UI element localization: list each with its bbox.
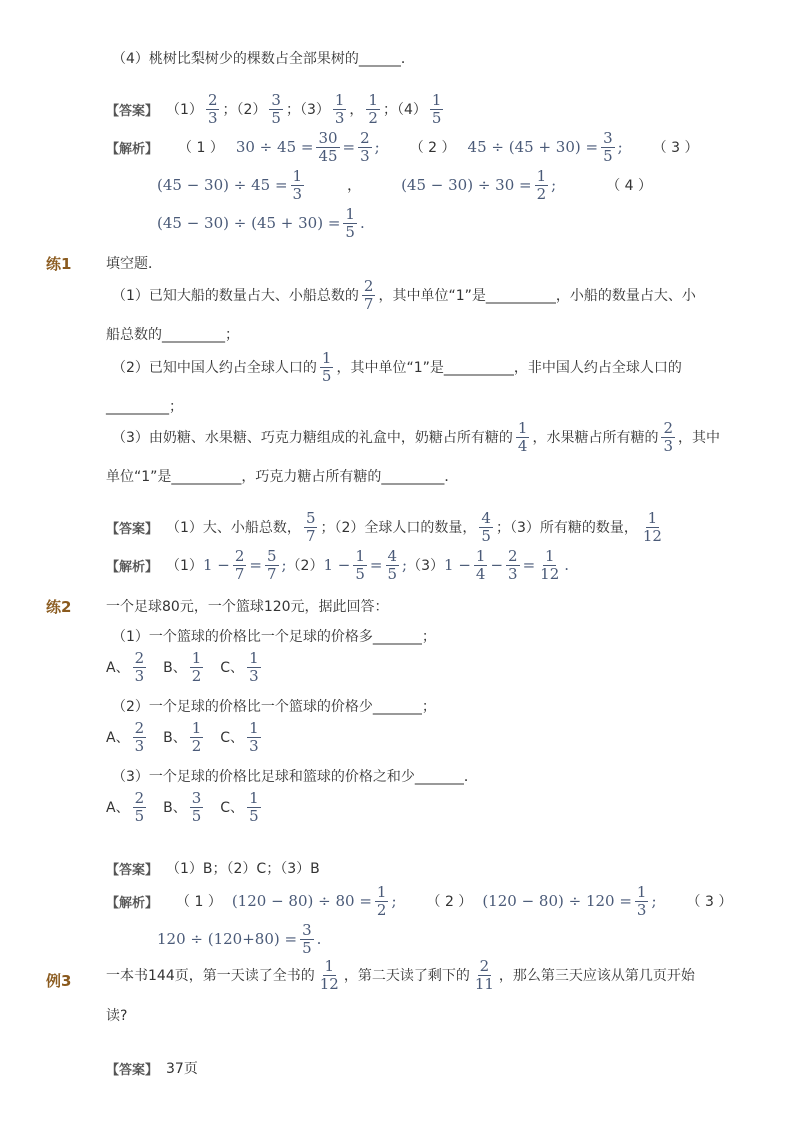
exercise-1-q2: （2）已知中国人约占全球人口的 $\frac{1}{5}$ ，其中单位“1”是__________，非中国人约占全球人口的 xyxy=(112,349,682,385)
exercise-2-title: 一个足球80元，一个篮球120元，据此回答： xyxy=(106,599,389,615)
exercise-2-q1: （1）一个篮球的价格比一个足球的价格多_______； xyxy=(112,629,436,645)
exercise-2-q1-options: A、 $\frac{2}{3}$ B、 $\frac{1}{2}$ C、 $\frac{1}{3}$ xyxy=(106,649,259,685)
analysis-label: 【解析】 xyxy=(106,141,159,157)
example-3-question: 一本书144页，第一天读了全书的 $\frac{1}{12}$ ，第二天读了剩下的 $\frac{2}{11}$ ，那么第三天应该从第几页开始 xyxy=(106,957,695,993)
analysis-3-line2: 120 ÷ (120+80) = $\frac{3}{5}$ . xyxy=(157,921,322,957)
exercise-2-q3-options: A、 $\frac{2}{5}$ B、 $\frac{3}{5}$ C、 $\frac{1}{5}$ xyxy=(106,789,259,825)
exercise-1-q3-cont: 单位“1”是__________，巧克力糖占所有糖的_________． xyxy=(106,469,459,485)
answer-3: 【答案】 （1）B；（2）C；（3）B xyxy=(106,861,320,878)
answer-label: 【答案】 xyxy=(106,103,159,119)
exercise-tag-2: 练2 xyxy=(46,598,72,616)
answer-4: 【答案】 37页 xyxy=(106,1061,198,1078)
exercise-1-q1-cont: 船总数的_________； xyxy=(106,327,239,343)
analysis-1-line1: 【解析】 （ 1 ） 30 ÷ 45 = $\frac{30}{45}$ = $\frac{2}{3}$ ; （ 2 ） 45 ÷ (45 + 30) = $\frac{3}{5}$ ; （ 3 ） xyxy=(106,129,699,165)
exercise-1-title: 填空题． xyxy=(106,256,162,272)
analysis-2: 【解析】 （1） 1 − $\frac{2}{7}$ = $\frac{5}{7}$ ; （2） 1 − $\frac{1}{5}$ = $\frac{4}{5}$ ; （3） 1 − $\frac{1}{4}$ − $\frac{2}{3}$ = $\frac{1}{12}$ . xyxy=(106,547,570,583)
analysis-1-line2: (45 − 30) ÷ 45 = $\frac{1}{3}$ ， (45 − 30) ÷ 30 = $\frac{1}{2}$ ; （ 4 ） xyxy=(157,167,652,203)
exercise-2-q2-options: A、 $\frac{2}{3}$ B、 $\frac{1}{2}$ C、 $\frac{1}{3}$ xyxy=(106,719,259,755)
fraction: $\frac{3}{5}$ xyxy=(271,91,281,127)
exercise-1-q2-cont: _________； xyxy=(106,399,183,415)
fraction: $\frac{2}{3}$ xyxy=(207,91,218,127)
answer-1: 【答案】 （1） $\frac{2}{3}$ ；（2） $\frac{3}{5}$ ；（3） $\frac{1}{3}$ ， $\frac{1}{2}$ ；（4） $\frac{1}{5}$ xyxy=(106,91,442,127)
analysis-1-line3: (45 − 30) ÷ (45 + 30) = $\frac{1}{5}$ . xyxy=(157,205,365,241)
exercise-1-q3: （3）由奶糖、水果糖、巧克力糖组成的礼盒中，奶糖占所有糖的 $\frac{1}{4}$ ，水果糖占所有糖的 $\frac{2}{3}$ ，其中 xyxy=(112,419,720,455)
exercise-2-q2: （2）一个足球的价格比一个篮球的价格少_______； xyxy=(112,699,436,715)
fraction: $\frac{1}{5}$ xyxy=(431,91,442,127)
exercise-tag-1: 练1 xyxy=(46,255,72,273)
exercise-1-q1: （1）已知大船的数量占大、小船总数的 $\frac{2}{7}$ ，其中单位“1”是__________，小船的数量占大、小 xyxy=(112,277,696,313)
fraction: $\frac{1}{3}$ xyxy=(334,91,345,127)
example-tag-3: 例3 xyxy=(46,972,72,990)
exercise-2-q3: （3）一个足球的价格比足球和篮球的价格之和少_______． xyxy=(112,769,478,785)
question-4: （4）桃树比梨树少的棵数占全部果树的______． xyxy=(112,51,415,67)
answer-2: 【答案】 （1）大、小船总数， $\frac{5}{7}$ ；（2）全球人口的数量， $\frac{4}{5}$ ；（3）所有糖的数量， $\frac{1}{12}$ xyxy=(106,509,662,545)
example-3-question-cont: 读? xyxy=(106,1008,128,1024)
analysis-3-line1: 【解析】 （ 1 ） (120 − 80) ÷ 80 = $\frac{1}{2}$ ; （ 2 ） (120 − 80) ÷ 120 = $\frac{1}{3}$ ; （ 3 ） xyxy=(106,883,733,919)
fraction: $\frac{1}{2}$ xyxy=(368,91,378,127)
